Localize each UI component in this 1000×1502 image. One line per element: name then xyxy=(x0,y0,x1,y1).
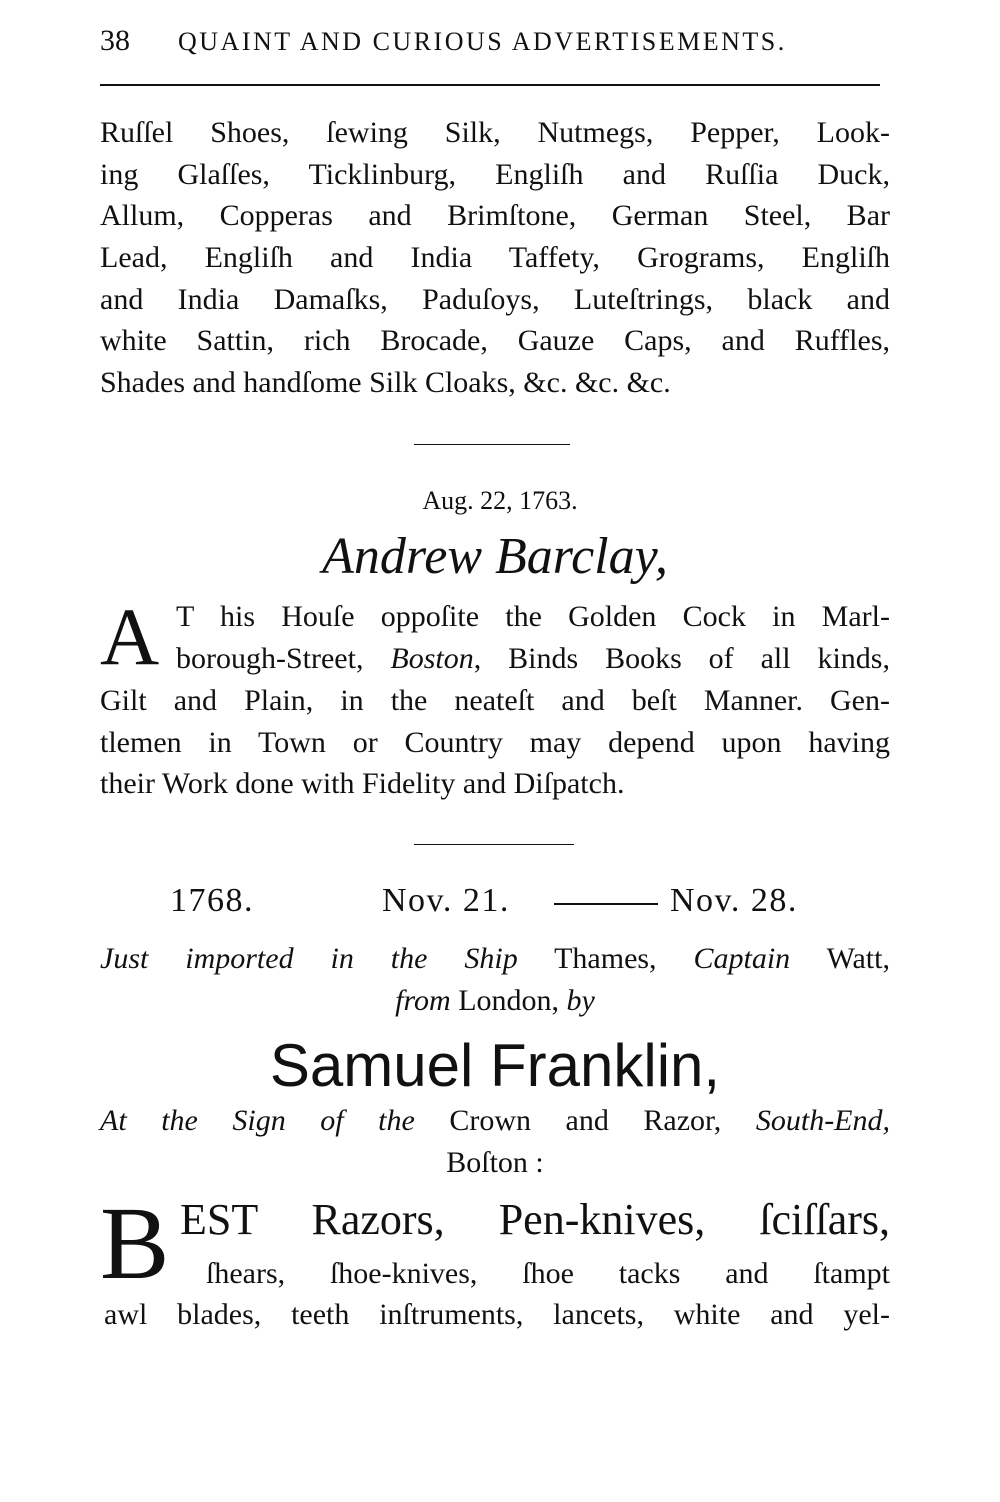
ad1-line: and India Damaſks, Paduſoys, Luteſtrings, black and xyxy=(100,282,890,316)
ad2-boston: Boston xyxy=(390,641,474,675)
ad3-from-city: London, xyxy=(458,983,560,1017)
ad1-line: Lead, Engliſh and India Taffety, Grograms, Engliſh xyxy=(100,241,890,275)
page-number: 38 xyxy=(100,24,130,57)
ad1-line: Shades and handſome Silk Cloaks, &c. &c. &c. xyxy=(100,366,671,400)
ad1-line: Ruſſel Shoes, ſewing Silk, Nutmegs, Pepper, Look- xyxy=(100,116,890,149)
ad2-line2-post: , Binds Books of all kinds, xyxy=(473,641,890,675)
ad3-from-line xyxy=(100,980,890,1022)
ad2-line: T his Houſe oppoſite the Golden Cock in Marl- xyxy=(176,600,890,633)
ad2-line xyxy=(176,638,890,680)
ad2-line: Gilt and Plain, in the neateſt and beſt Manner. Gen- xyxy=(100,684,890,717)
ad2-line: tlemen in Town or Country may depend upon having xyxy=(100,725,890,759)
header-rule xyxy=(100,84,880,86)
ad3-sign-lines xyxy=(100,1100,890,1183)
ad3-by-italic: by xyxy=(566,983,595,1017)
separator-rule xyxy=(414,444,570,445)
ad3-captain: Watt, xyxy=(826,942,890,975)
ad3-ship: Thames, xyxy=(554,942,657,975)
ad3-name: Samuel Franklin, xyxy=(269,1032,721,1099)
ad3-best-line-wrap xyxy=(180,1190,890,1250)
ad3-sign-line xyxy=(100,1100,890,1142)
ad3-sign: Crown and Razor, xyxy=(449,1104,722,1137)
ad2-name: Andrew Barclay, xyxy=(322,528,668,585)
ad3-sign-italic: At the Sign of the xyxy=(100,1104,415,1137)
ad1-line: Allum, Copperas and Brimſtone, German Steel, Bar xyxy=(100,199,890,233)
ad3-from-italic: from xyxy=(395,983,451,1017)
date-dash xyxy=(554,903,658,905)
ad3-city: Boſton : xyxy=(446,1145,544,1179)
ad2-line: their Work done with Fidelity and Diſpatch. xyxy=(100,767,625,801)
ad3-line: ſhears, ſhoe-knives, ſhoe tacks and ſtampt xyxy=(206,1257,890,1290)
ad3-line: awl blades, teeth inſtruments, lancets, white and yel- xyxy=(104,1298,890,1331)
ad2-indented-lines xyxy=(176,596,890,679)
running-title: QUAINT AND CURIOUS ADVERTISEMENTS. xyxy=(178,27,787,56)
ad2-date: Aug. 22, 1763. xyxy=(422,486,578,515)
ad3-line2-wrap xyxy=(206,1253,890,1295)
ad3-import-italic: Just imported in the Ship xyxy=(100,942,518,975)
ad3-best-line: EST Razors, Pen-knives, ſciſſars, xyxy=(180,1195,890,1244)
ad1-line: white Sattin, rich Brocade, Gauze Caps, and Ruffles, xyxy=(100,324,890,358)
ad3-import-line xyxy=(100,938,890,980)
running-header xyxy=(100,24,880,64)
ad3-year: 1768. xyxy=(170,882,254,919)
ad2-line2-pre: borough-Street, xyxy=(176,641,391,675)
ad3-line3-wrap xyxy=(104,1294,890,1336)
ad1-text xyxy=(100,112,890,404)
separator-rule xyxy=(414,844,574,845)
ad3-south-end: South-End, xyxy=(755,1104,891,1137)
ad1-line: ing Glaſſes, Ticklinburg, Engliſh and Ruſſia Duck, xyxy=(100,157,890,191)
ad3-captain-italic: Captain xyxy=(693,942,791,975)
ad2-text xyxy=(100,680,890,805)
ad3-drop-cap: B xyxy=(100,1186,170,1301)
ad3-import-lines xyxy=(100,938,890,1021)
ad3-date-to: Nov. 28. xyxy=(670,882,798,919)
ad2-drop-cap: A xyxy=(100,591,160,682)
ad3-date-from: Nov. 21. xyxy=(382,882,510,919)
